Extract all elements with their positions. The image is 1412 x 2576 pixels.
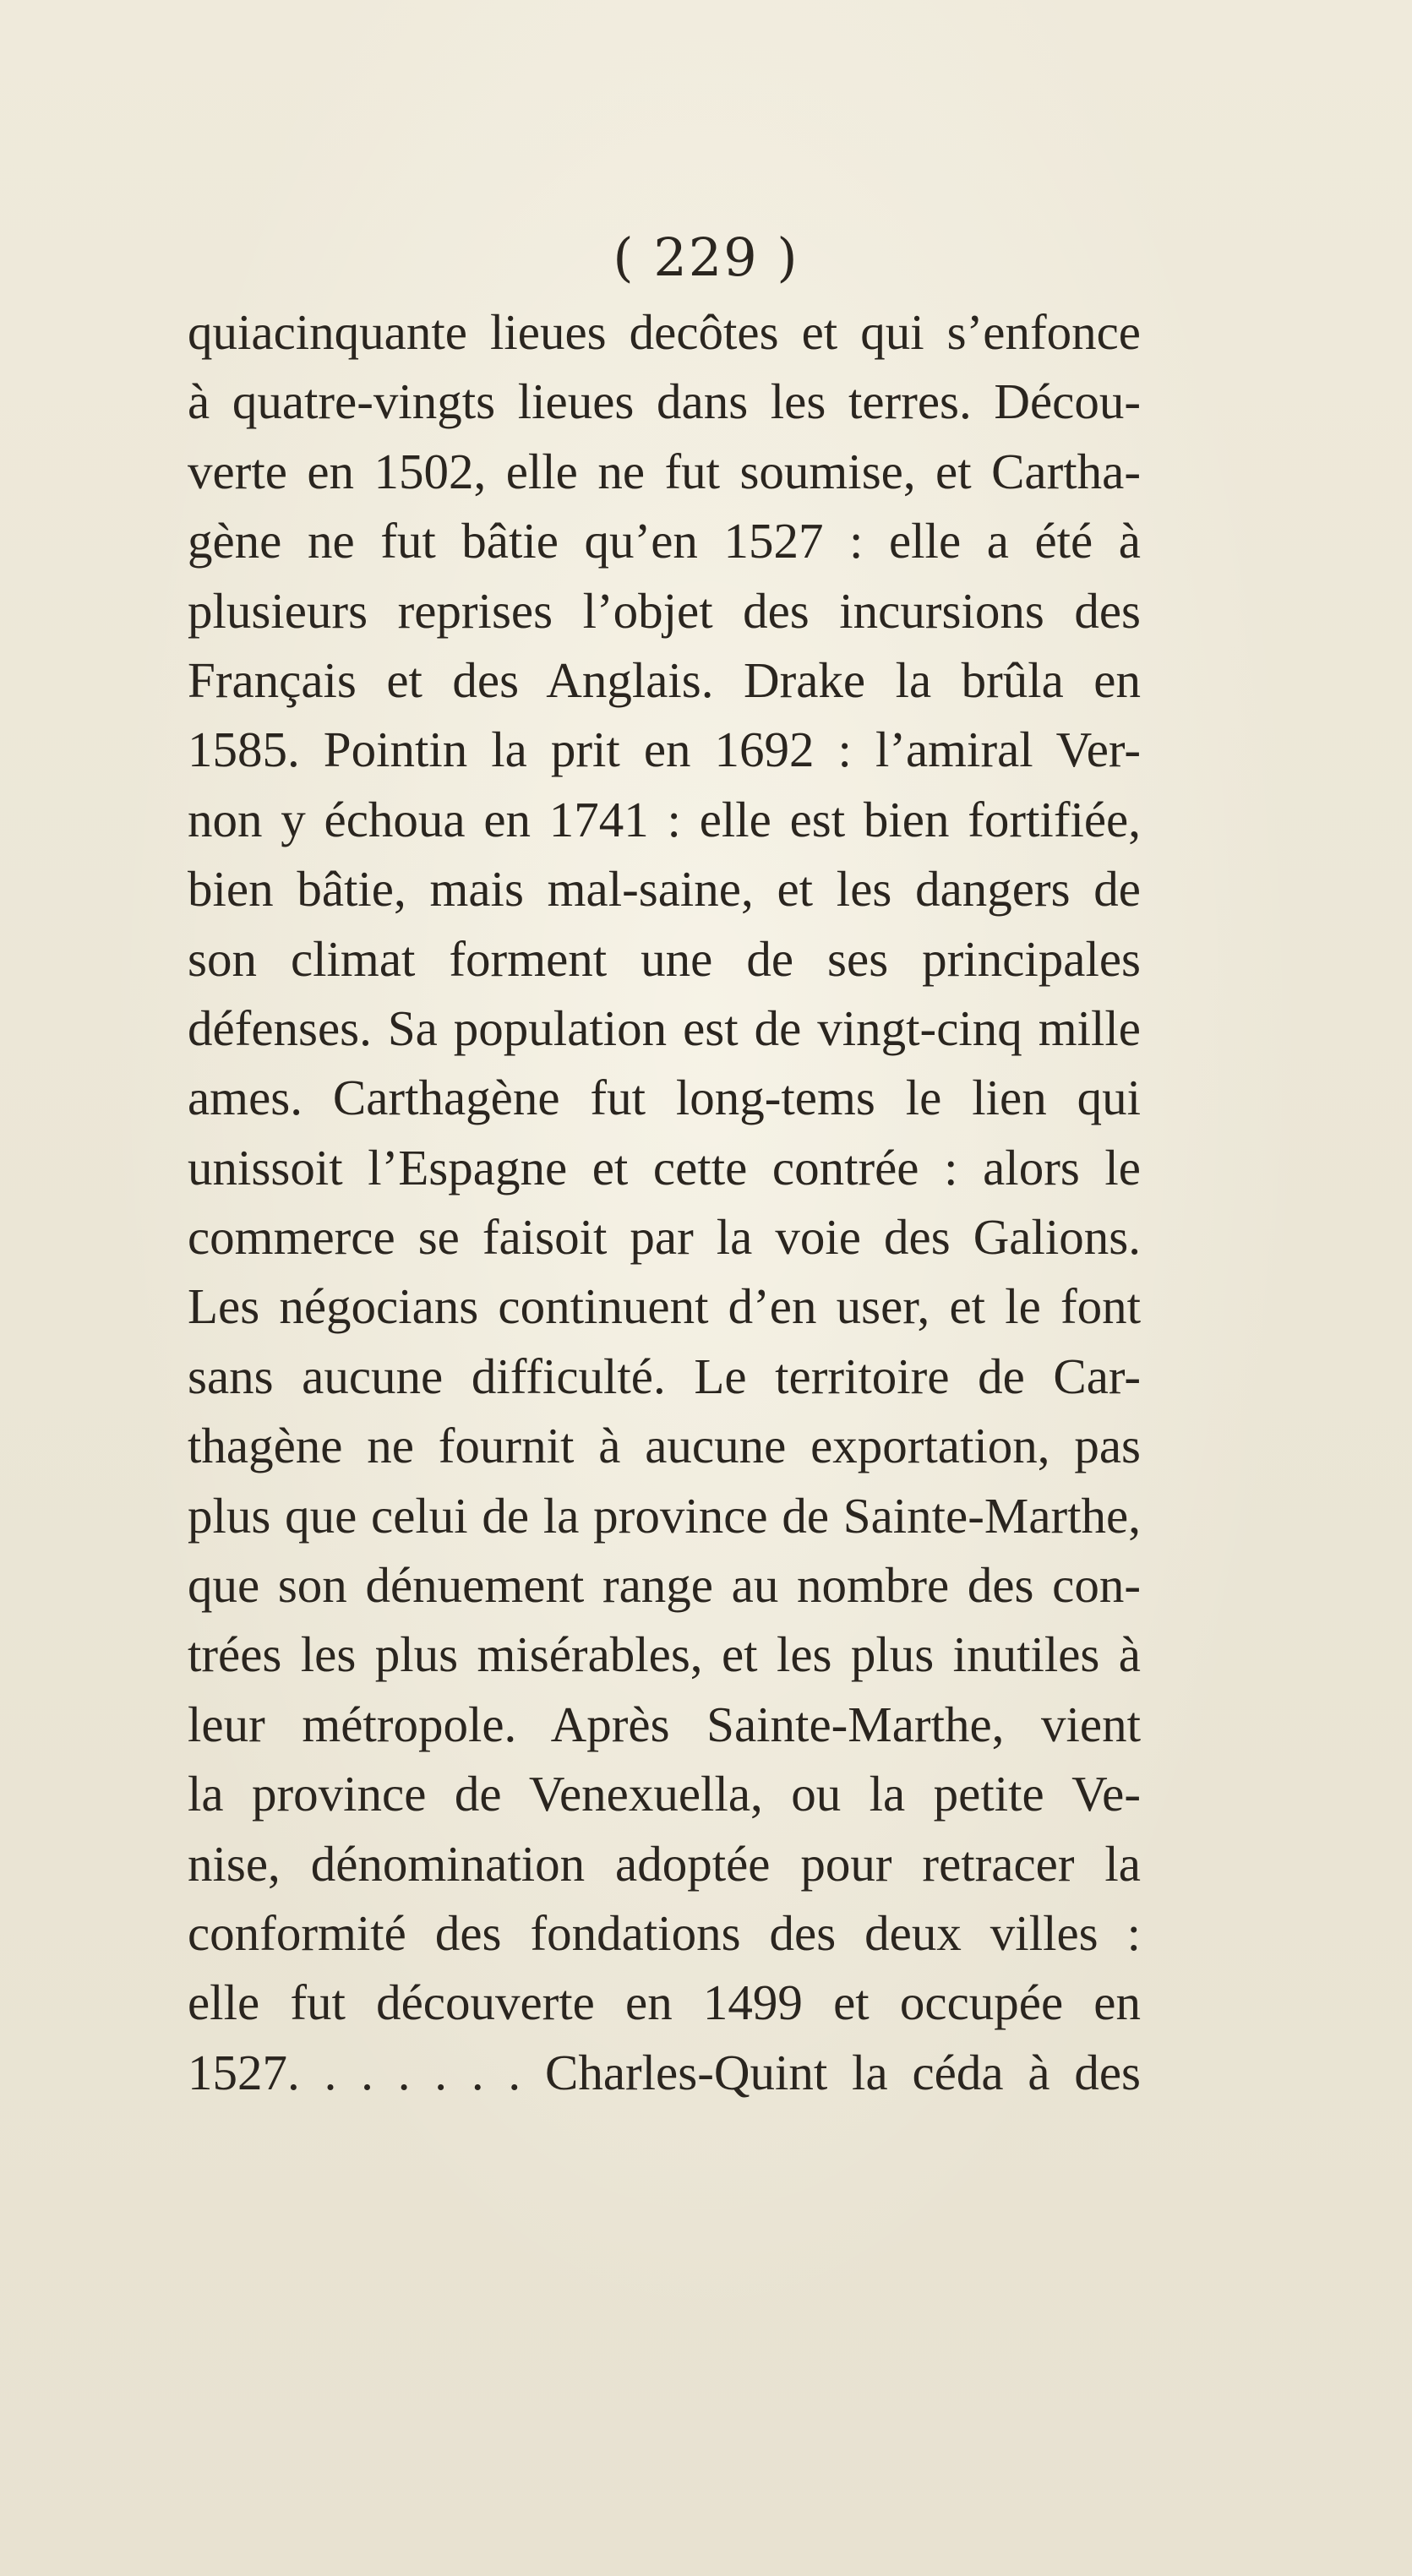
- text-line: quiacinquante lieues decôtes et qui s’enfonce: [188, 304, 1141, 360]
- text-line: Français et des Anglais. Drake la brûla en: [188, 651, 1141, 708]
- text-line: 1585. Pointin la prit en 1692 : l’amiral Ver-: [188, 722, 1141, 778]
- text-line: 1527. . . . . . . Charles-Quint la céda à des: [188, 2044, 1141, 2100]
- text-line: défenses. Sa population est de vingt-cinq mille: [188, 999, 1141, 1056]
- text-line: bien bâtie, mais mal-saine, et les dangers de: [188, 861, 1141, 918]
- text-line: verte en 1502, elle ne fut soumise, et Cartha-: [188, 443, 1141, 499]
- text-line: la province de Venexuella, ou la petite Ve-: [188, 1766, 1141, 1822]
- text-line: commerce se faisoit par la voie des Galions.: [188, 1209, 1141, 1266]
- text-line: plusieurs reprises l’objet des incursions des: [188, 582, 1141, 639]
- text-line: gène ne fut bâtie qu’en 1527 : elle a été à: [188, 513, 1141, 569]
- text-line: unissoit l’Espagne et cette contrée : alors le: [188, 1139, 1141, 1195]
- text-line: nise, dénomination adoptée pour retracer la: [188, 1835, 1141, 1892]
- text-line: thagène ne fournit à aucune exportation, pas: [188, 1418, 1141, 1474]
- body-text: [188, 297, 1141, 2107]
- text-line: sans aucune difficulté. Le territoire de Car-: [188, 1348, 1141, 1404]
- text-line: à quatre-vingts lieues dans les terres. Décou-: [188, 373, 1141, 430]
- text-line: son climat forment une de ses principales: [188, 930, 1141, 987]
- text-line: plus que celui de la province de Sainte-Marthe,: [188, 1487, 1141, 1544]
- text-line: ames. Carthagène fut long-tems le lien qui: [188, 1070, 1141, 1126]
- text-line: non y échoua en 1741 : elle est bien fortifiée,: [188, 791, 1141, 847]
- text-line: elle fut découverte en 1499 et occupée en: [188, 1974, 1141, 2031]
- page-number: ( 229 ): [613, 226, 799, 288]
- text-line: leur métropole. Après Sainte-Marthe, vient: [188, 1696, 1141, 1752]
- text-line: conformité des fondations des deux villes :: [188, 1904, 1141, 1961]
- text-line: trées les plus misérables, et les plus inutiles à: [188, 1626, 1141, 1683]
- text-line: que son dénuement range au nombre des con-: [188, 1557, 1141, 1614]
- text-line: Les négocians continuent d’en user, et le font: [188, 1278, 1141, 1335]
